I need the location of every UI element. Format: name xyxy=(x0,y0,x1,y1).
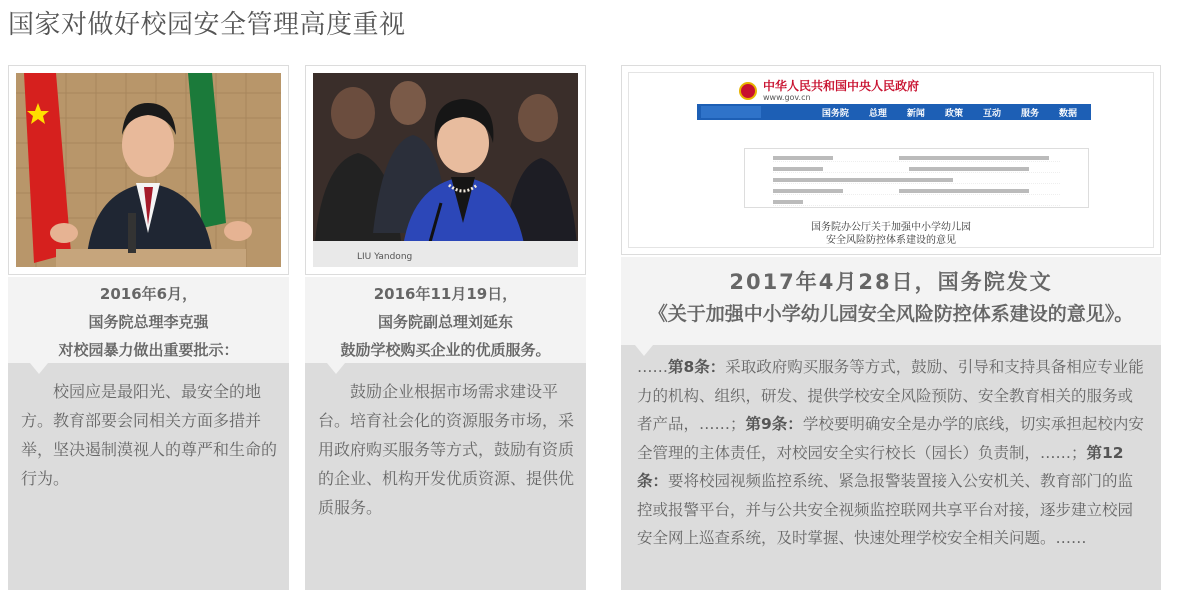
caption-date: 2017年4月28日，国务院发文 xyxy=(729,270,1053,294)
photo-frame xyxy=(8,65,289,275)
caption-pointer xyxy=(30,363,48,374)
card-caption xyxy=(621,257,1161,345)
gov-doc-meta-table xyxy=(744,148,1089,208)
caption-date: 2016年11月19日， xyxy=(373,285,518,303)
page-title: 国家对做好校园安全管理高度重视 xyxy=(8,10,406,40)
card-caption xyxy=(8,277,289,363)
photo-liu-yandong xyxy=(313,73,578,267)
card-body: 校园应是最阳光、最安全的地方。教育部要会同相关方面多措并举，坚决遏制漠视人的尊严和生命的行为。 xyxy=(8,363,289,590)
body-text: 学校要明确安全是办学的底线，切实承担起校内安全管理的主体责任，对校园安全实行校长（园长）负责制，……； xyxy=(637,415,1144,462)
body-text: …… xyxy=(637,358,668,376)
gov-nav-item: 总理 xyxy=(868,108,887,119)
gov-nav-item: 政策 xyxy=(944,108,963,119)
photo-li-keqiang xyxy=(16,73,281,267)
article-label: 第9条： xyxy=(745,415,803,433)
card-body: 鼓励企业根据市场需求建设平台。培育社会化的资源服务市场，采用政府购买服务等方式，鼓励有资质的企业、机构开发优质资源、提供优质服务。 xyxy=(305,363,586,590)
national-emblem-icon xyxy=(739,82,757,100)
card-body xyxy=(621,345,1161,590)
gov-header xyxy=(739,79,919,102)
gov-nav-bar xyxy=(697,104,1091,120)
gov-nav-item: 互动 xyxy=(982,108,1001,119)
photo-frame xyxy=(305,65,586,275)
caption-date: 2016年6月， xyxy=(99,285,198,303)
article-label: 第8条： xyxy=(668,358,726,376)
body-text: 要将校园视频监控系统、紧急报警装置接入公安机关、教育部门的监控或报警平台，并与公共安全视频监控联网共享平台对接，逐步建立校园安全网上巡查系统，及时掌握、快速处理学校安全相关问题。…… xyxy=(637,472,1134,547)
gov-site-name: 中华人民共和国中央人民政府 xyxy=(763,79,920,93)
caption-pointer xyxy=(635,345,653,356)
caption-summary: 对校园暴力做出重要批示： xyxy=(58,341,239,359)
card-caption xyxy=(305,277,586,363)
gov-site-url: www.gov.cn xyxy=(763,93,811,102)
card-state-council-document xyxy=(621,65,1161,590)
gov-webpage-screenshot xyxy=(628,72,1154,248)
article-label: 第12条： xyxy=(637,443,1124,490)
gov-nav-item: 新闻 xyxy=(906,108,925,119)
caption-person: 国务院总理李克强 xyxy=(88,313,209,331)
card-liu-yandong xyxy=(305,65,586,590)
gov-doc-title: 国务院办公厅关于加强中小学幼儿园 安全风险防控体系建设的意见 xyxy=(811,222,971,246)
caption-document-title: 《关于加强中小学幼儿园安全风险防控体系建设的意见》。 xyxy=(648,303,1134,325)
caption-person: 国务院副总理刘延东 xyxy=(377,313,513,331)
gov-nav-item: 数据 xyxy=(1058,108,1077,119)
caption-pointer xyxy=(327,363,345,374)
home-banner-icon xyxy=(701,106,761,118)
caption-summary: 鼓励学校购买企业的优质服务。 xyxy=(340,341,551,359)
card-li-keqiang xyxy=(8,65,289,590)
nameplate-text: LIU Yandong xyxy=(357,252,413,262)
gov-nav-item: 国务院 xyxy=(821,108,849,119)
screenshot-frame xyxy=(621,65,1161,255)
body-text: 采取政府购买服务等方式，鼓励、引导和支持具备相应专业能力的机构、组织，研发、提供学校安全风险预防、安全教育相关的服务或者产品，……； xyxy=(637,358,1144,433)
gov-nav-item: 服务 xyxy=(1020,108,1039,119)
